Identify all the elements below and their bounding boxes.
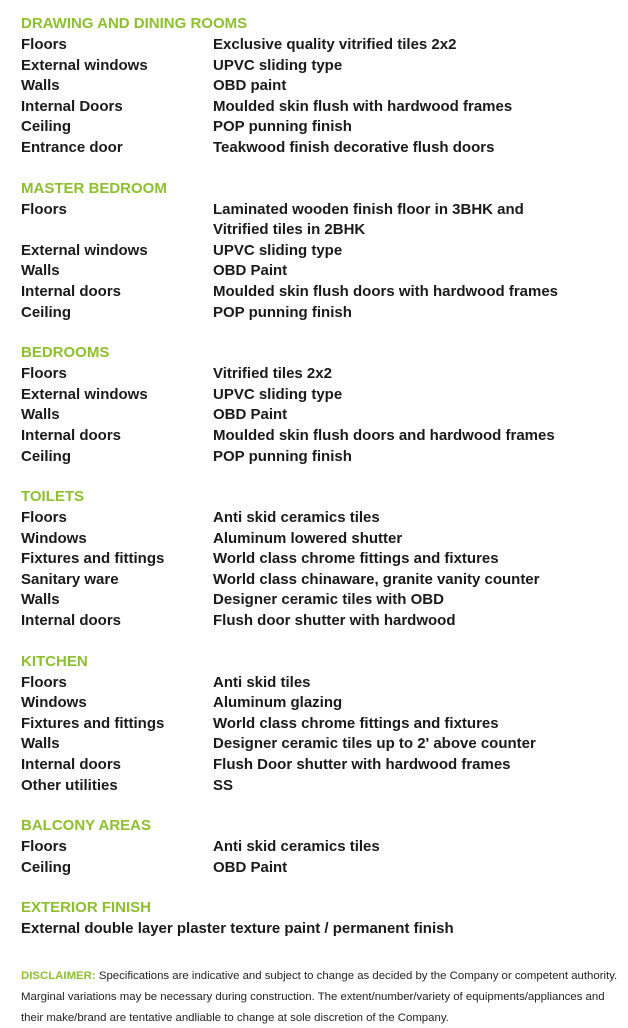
spec-label: Ceiling [21,858,72,876]
spec-row [21,35,621,56]
spec-label: Floors [21,365,67,383]
spec-row [21,858,621,879]
spec-row [21,56,621,77]
section-kitchen [21,652,621,797]
spec-row [21,241,621,262]
spec-value: World class chrome fittings and fixtures [213,550,499,568]
spec-value: UPVC sliding type [213,241,343,259]
spec-row [21,570,621,591]
spec-value: Anti skid tiles [213,673,311,691]
spec-value: OBD Paint [213,858,288,876]
spec-row [21,426,621,447]
spec-label: Walls [21,735,60,753]
spec-label: Internal Doors [21,97,123,115]
spec-value: Moulded skin flush with hardwood frames [213,97,513,115]
spec-label: Windows [21,529,87,547]
spec-label: Ceiling [21,303,72,321]
spec-label: Floors [21,838,67,856]
section-title: TOILETS [21,488,85,506]
spec-row [21,447,621,468]
spec-label: Other utilities [21,776,118,794]
spec-label: Windows [21,694,87,712]
spec-row [21,611,621,632]
disclaimer-label: DISCLAIMER: [21,970,96,982]
exterior-finish-text: External double layer plaster texture paint / permanent finish [21,920,454,938]
spec-row [21,200,621,241]
spec-label: Floors [21,509,67,527]
spec-row [21,405,621,426]
spec-value: Aluminum glazing [213,694,343,712]
spec-value: POP punning finish [213,447,352,465]
spec-value: OBD paint [213,77,287,95]
spec-label: Fixtures and fittings [21,714,165,732]
section-toilets [21,487,621,632]
spec-value: Moulded skin flush doors with hardwood frames [213,282,559,300]
spec-label: Floors [21,673,67,691]
spec-label: External windows [21,385,148,403]
spec-row [21,590,621,611]
spec-value: Laminated wooden finish floor in 3BHK and Vitrified tiles in 2BHK [213,200,524,239]
spec-label: Floors [21,200,67,218]
spec-row [21,303,621,324]
section-title: MASTER BEDROOM [21,179,167,197]
spec-row [21,97,621,118]
spec-label: Walls [21,77,60,95]
spec-value: World class chrome fittings and fixtures [213,714,499,732]
spec-row [21,364,621,385]
section-title: BALCONY AREAS [21,817,152,835]
spec-label: Internal doors [21,282,122,300]
spec-row [21,261,621,282]
spec-label: External windows [21,56,148,74]
spec-value: UPVC sliding type [213,56,343,74]
spec-value: Designer ceramic tiles with OBD [213,591,444,609]
spec-value: Flush door shutter with hardwood [213,612,456,630]
spec-row [21,76,621,97]
spec-value: SS [213,776,234,794]
specifications-document [21,14,621,960]
spec-row [21,837,621,858]
spec-label: Entrance door [21,138,123,156]
spec-value: POP punning finish [213,118,352,136]
spec-row [21,776,621,797]
spec-label: Internal doors [21,426,122,444]
spec-label: Walls [21,406,60,424]
spec-value: POP punning finish [213,303,352,321]
disclaimer-text: Specifications are indicative and subject to change as decided by the Company or competent authority. Marginal variations may be necessary during construction. The extent/number/variety of equipments/appliances and their make/brand are tentative andliable to change at sole discretion of the Company. [21,970,618,1024]
section-title: BEDROOMS [21,344,110,362]
spec-value: Flush Door shutter with hardwood frames [213,756,511,774]
spec-row [21,755,621,776]
spec-label: Floors [21,36,67,53]
spec-row [21,673,621,694]
section-balcony [21,816,621,878]
spec-label: Ceiling [21,118,72,136]
spec-label: Walls [21,262,60,280]
spec-row [21,734,621,755]
section-exterior-finish [21,898,621,940]
spec-value: OBD Paint [213,262,288,280]
spec-label: Internal doors [21,612,122,630]
spec-row [21,385,621,406]
spec-value: Teakwood finish decorative flush doors [213,138,495,156]
disclaimer [21,966,621,1028]
spec-value: Designer ceramic tiles up to 2' above counter [213,735,536,753]
spec-value: Exclusive quality vitrified tiles 2x2 [213,36,457,53]
spec-label: Ceiling [21,447,72,465]
spec-label: External windows [21,241,148,259]
spec-label: Fixtures and fittings [21,550,165,568]
section-drawing-dining [21,14,621,159]
spec-value: Moulded skin flush doors and hardwood frames [213,426,555,444]
section-title: KITCHEN [21,652,88,670]
spec-value: UPVC sliding type [213,385,343,403]
spec-row [21,549,621,570]
spec-label: Sanitary ware [21,570,119,588]
spec-row [21,508,621,529]
section-title: EXTERIOR FINISH [21,899,152,917]
spec-row [21,282,621,303]
spec-label: Internal doors [21,756,122,774]
spec-row [21,714,621,735]
spec-row [21,117,621,138]
spec-value: OBD Paint [213,406,288,424]
spec-row [21,693,621,714]
spec-value: Anti skid ceramics tiles [213,838,380,856]
section-master-bedroom [21,179,621,324]
spec-value: World class chinaware, granite vanity counter [213,570,540,588]
section-bedrooms [21,343,621,467]
spec-value: Vitrified tiles 2x2 [213,365,332,383]
section-title: DRAWING AND DINING ROOMS [21,15,248,32]
spec-label: Walls [21,591,60,609]
spec-row [21,138,621,159]
spec-value: Aluminum lowered shutter [213,529,403,547]
spec-row [21,529,621,550]
spec-value: Anti skid ceramics tiles [213,509,380,527]
